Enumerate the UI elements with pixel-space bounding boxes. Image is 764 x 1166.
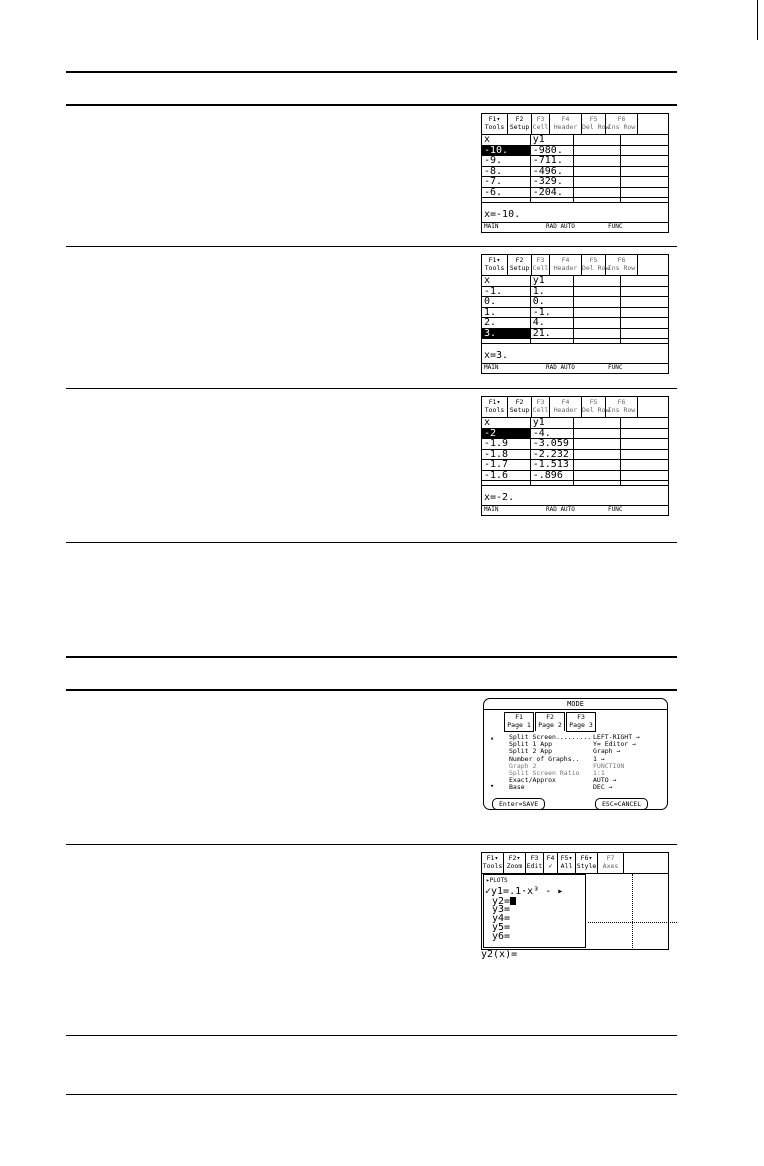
table-row <box>482 177 668 188</box>
right-arrow-icon: ▸ <box>557 886 564 897</box>
data-table <box>482 417 668 486</box>
setting-label: Split 1 App <box>509 740 553 749</box>
toolbar-tab-1[interactable]: F1▾ Tools <box>482 255 508 275</box>
x-cell[interactable]: 3. <box>482 328 530 339</box>
empty-cell[interactable] <box>621 439 668 450</box>
column-header-y1: y1 <box>530 418 573 429</box>
table-row <box>482 318 668 329</box>
table-row <box>482 286 668 297</box>
y1-cell[interactable]: 4. <box>530 318 573 329</box>
empty-cell[interactable] <box>573 187 620 198</box>
toolbar-tab-5[interactable]: F5 Del Row <box>582 397 606 417</box>
empty-cell[interactable] <box>621 460 668 471</box>
dialog-title: MODE <box>484 699 667 710</box>
table-row <box>482 339 668 344</box>
empty-header <box>573 276 620 287</box>
toolbar-tab-7[interactable]: F7 Axes <box>598 853 624 873</box>
setting-value[interactable]: FUNCTION <box>593 761 625 770</box>
table-row <box>482 156 668 167</box>
empty-cell[interactable] <box>621 187 668 198</box>
empty-cell <box>621 198 668 203</box>
empty-cell[interactable] <box>621 470 668 481</box>
toolbar-tab-2[interactable]: F2 Setup <box>508 114 532 134</box>
scroll-down-icon[interactable]: ▾ <box>490 782 495 790</box>
toolbar-tab-3[interactable]: F3 Cell <box>532 114 550 134</box>
y1-cell[interactable]: -496. <box>530 166 573 177</box>
setting-value[interactable]: 1 → <box>593 754 605 763</box>
row-rule <box>66 1035 677 1036</box>
plots-label: ▸PLOTS <box>486 877 508 884</box>
column-header-x: x <box>482 276 530 287</box>
table-row <box>482 449 668 460</box>
mode-setting-row[interactable] <box>509 777 640 784</box>
empty-cell <box>621 481 668 486</box>
empty-header <box>621 276 668 287</box>
y3-function[interactable]: y3= <box>492 904 511 915</box>
toolbar-tab-1[interactable]: F1▾ Tools <box>482 397 508 417</box>
entry-line: x=-2. <box>484 492 515 503</box>
toolbar-tab-1[interactable]: F1▾ Tools <box>482 114 508 134</box>
y-editor-frame <box>481 852 669 950</box>
x-cell[interactable]: -1.9 <box>482 439 530 450</box>
table-row <box>482 187 668 198</box>
section-rule <box>66 656 677 658</box>
empty-cell <box>530 198 573 203</box>
empty-cell <box>482 481 530 486</box>
empty-cell <box>573 481 620 486</box>
column-header-x: x <box>482 418 530 429</box>
data-table <box>482 134 668 203</box>
mode-tabs <box>504 712 597 732</box>
cancel-button[interactable]: ESC=CANCEL <box>595 798 648 810</box>
x-cell[interactable]: -10. <box>482 145 530 156</box>
toolbar-spacer <box>638 255 668 275</box>
toolbar-tab-4[interactable]: F4 Header <box>550 255 582 275</box>
y1-cell[interactable]: -4. <box>530 428 573 439</box>
empty-cell[interactable] <box>573 328 620 339</box>
table-row <box>482 481 668 486</box>
x-cell[interactable]: -6. <box>482 187 530 198</box>
row-rule <box>66 844 677 845</box>
table-screen-3 <box>481 396 669 516</box>
empty-cell[interactable] <box>573 460 620 471</box>
empty-cell[interactable] <box>573 318 620 329</box>
y2-function[interactable]: y2= <box>492 897 516 906</box>
setting-label: Split Screen Ratio <box>509 769 580 778</box>
empty-cell[interactable] <box>621 177 668 188</box>
toolbar-tab-4[interactable]: F4 Header <box>550 114 582 134</box>
empty-cell[interactable] <box>573 297 620 308</box>
table-screen-1 <box>481 113 669 233</box>
empty-cell[interactable] <box>573 428 620 439</box>
toolbar-tab-2[interactable]: F2 Setup <box>508 397 532 417</box>
mode-setting-row[interactable] <box>509 784 640 791</box>
column-header-y1: y1 <box>530 276 573 287</box>
mode-tab-page-1[interactable]: F1 Page 1 <box>504 712 534 732</box>
toolbar-tab-6[interactable]: F6▾ Style <box>576 853 598 873</box>
empty-header <box>621 418 668 429</box>
table-header-row <box>482 418 668 429</box>
function-list <box>483 874 586 948</box>
setting-label: Exact/Approx <box>509 776 556 785</box>
table-row <box>482 297 668 308</box>
toolbar-tab-2[interactable]: F2 Setup <box>508 255 532 275</box>
empty-cell[interactable] <box>621 145 668 156</box>
x-cell[interactable]: -7. <box>482 177 530 188</box>
table-row <box>482 198 668 203</box>
section-rule <box>66 104 677 106</box>
section-rule <box>66 71 677 73</box>
table-header-row <box>482 135 668 146</box>
y1-cell[interactable]: -2.232 <box>530 449 573 460</box>
empty-header <box>573 135 620 146</box>
table-row <box>482 460 668 471</box>
empty-cell[interactable] <box>621 307 668 318</box>
empty-cell[interactable] <box>573 307 620 318</box>
table-row <box>482 439 668 450</box>
entry-line: x=-10. <box>484 209 521 220</box>
status-item: FUNC <box>608 223 623 230</box>
toolbar-tab-4[interactable]: F4 Header <box>550 397 582 417</box>
x-cell[interactable]: -1.8 <box>482 449 530 460</box>
save-button[interactable]: Enter=SAVE <box>492 798 545 810</box>
toolbar-tab-6[interactable]: F6 Ins Row <box>606 397 638 417</box>
toolbar-spacer <box>638 114 668 134</box>
empty-header <box>573 418 620 429</box>
y-axis <box>632 874 634 948</box>
empty-cell[interactable] <box>573 156 620 167</box>
status-item: FUNC <box>608 506 623 513</box>
data-table <box>482 275 668 344</box>
empty-cell[interactable] <box>573 177 620 188</box>
row-rule <box>66 1094 677 1095</box>
section-rule <box>66 689 677 691</box>
empty-cell[interactable] <box>573 166 620 177</box>
column-header-y1: y1 <box>530 135 573 146</box>
y-editor-screen <box>481 852 669 962</box>
toolbar-tab-5[interactable]: F5 Del Row <box>582 255 606 275</box>
empty-cell[interactable] <box>621 428 668 439</box>
x-axis <box>588 922 677 924</box>
table-row <box>482 166 668 177</box>
empty-cell[interactable] <box>621 166 668 177</box>
table-row <box>482 307 668 318</box>
x-cell[interactable]: -2 <box>482 428 530 439</box>
toolbar-tab-3[interactable]: F3 Cell <box>532 397 550 417</box>
mode-settings-list <box>509 734 640 792</box>
empty-cell[interactable] <box>573 449 620 460</box>
setting-label: Split Screen......... <box>509 733 592 741</box>
text-cursor <box>510 897 516 905</box>
y1-cell[interactable]: 1. <box>530 286 573 297</box>
x-cell[interactable]: 0. <box>482 297 530 308</box>
row-rule <box>66 388 677 389</box>
empty-cell[interactable] <box>621 318 668 329</box>
empty-cell <box>621 339 668 344</box>
empty-cell[interactable] <box>621 156 668 167</box>
graph-window <box>588 874 677 948</box>
empty-cell[interactable] <box>621 297 668 308</box>
setting-label: Split 2 App <box>509 747 553 756</box>
setting-label: Number of Graphs.. <box>509 754 580 763</box>
mode-tab-page-3[interactable]: F3 Page 3 <box>566 712 596 732</box>
entry-line: x=3. <box>484 350 509 361</box>
toolbar-tab-6[interactable]: F6 Ins Row <box>606 114 638 134</box>
y1-cell[interactable]: 21. <box>530 328 573 339</box>
empty-header <box>621 135 668 146</box>
empty-cell[interactable] <box>621 286 668 297</box>
toolbar-tab-6[interactable]: F6 Ins Row <box>606 255 638 275</box>
row-rule <box>66 542 677 543</box>
setting-value[interactable]: AUTO → <box>593 776 617 785</box>
empty-cell <box>573 198 620 203</box>
empty-cell <box>482 339 530 344</box>
empty-cell[interactable] <box>621 328 668 339</box>
x-cell[interactable]: -1.7 <box>482 460 530 471</box>
margin-rule <box>757 0 758 40</box>
empty-cell <box>530 481 573 486</box>
y1-cell[interactable]: -1. <box>530 307 573 318</box>
empty-cell[interactable] <box>573 439 620 450</box>
empty-cell <box>482 198 530 203</box>
setting-label: Base <box>509 783 525 792</box>
setting-value[interactable]: LEFT-RIGHT → <box>593 733 640 741</box>
table-header-row <box>482 276 668 287</box>
x-cell[interactable]: -1. <box>482 286 530 297</box>
mode-dialog <box>483 698 668 810</box>
column-header-x: x <box>482 135 530 146</box>
empty-cell[interactable] <box>573 145 620 156</box>
toolbar-tab-5[interactable]: F5▾ All <box>558 853 576 873</box>
status-item: RAD AUTO <box>546 364 575 371</box>
empty-cell[interactable] <box>573 286 620 297</box>
toolbar-spacer <box>638 397 668 417</box>
x-cell[interactable]: -8. <box>482 166 530 177</box>
toolbar <box>482 255 668 276</box>
y1-cell[interactable]: 0. <box>530 297 573 308</box>
setting-value[interactable]: 1:1 <box>593 769 605 778</box>
status-bar <box>482 505 668 515</box>
scroll-up-icon[interactable]: ▴ <box>490 734 495 742</box>
y6-function[interactable]: y6= <box>492 931 511 942</box>
x-cell[interactable]: -1.6 <box>482 470 530 481</box>
toolbar-tab-3[interactable]: F3 Cell <box>532 255 550 275</box>
setting-value[interactable]: DEC → <box>593 783 613 792</box>
x-cell[interactable]: 2. <box>482 318 530 329</box>
y5-function[interactable]: y5= <box>492 922 511 933</box>
y1-cell[interactable]: -204. <box>530 187 573 198</box>
table-row <box>482 470 668 481</box>
status-item: MAIN <box>484 364 499 371</box>
y1-cell[interactable]: -980. <box>530 145 573 156</box>
mode-tab-page-2[interactable]: F2 Page 2 <box>535 712 565 731</box>
toolbar <box>482 114 668 135</box>
x-cell[interactable]: 1. <box>482 307 530 318</box>
setting-value[interactable]: Y= Editor → <box>593 740 637 749</box>
empty-cell[interactable] <box>621 449 668 460</box>
setting-value[interactable]: Graph → <box>593 747 621 756</box>
toolbar <box>482 853 668 874</box>
table-screen-2 <box>481 254 669 374</box>
y1-cell[interactable]: -3.059 <box>530 439 573 450</box>
entry-line: y2(x)= <box>481 949 518 960</box>
status-bar <box>482 222 668 232</box>
row-rule <box>66 246 677 247</box>
toolbar-spacer <box>624 853 668 873</box>
status-item: MAIN <box>484 223 499 230</box>
toolbar <box>482 397 668 418</box>
empty-cell <box>573 339 620 344</box>
y1-cell[interactable]: -329. <box>530 177 573 188</box>
status-item: RAD AUTO <box>546 223 575 230</box>
toolbar-tab-5[interactable]: F5 Del Row <box>582 114 606 134</box>
toolbar-tab-1[interactable]: F1▾ Tools <box>482 853 504 873</box>
status-item: RAD AUTO <box>546 506 575 513</box>
setting-label: Graph 2 <box>509 761 537 770</box>
table-row <box>482 328 668 339</box>
table-row <box>482 428 668 439</box>
y1-function[interactable]: ✓y1=.1·x³ - ▸ <box>485 886 564 897</box>
empty-cell <box>530 339 573 344</box>
x-cell[interactable]: -9. <box>482 156 530 167</box>
toolbar-tab-3[interactable]: F3 Edit <box>526 853 544 873</box>
y1-cell[interactable]: -711. <box>530 156 573 167</box>
status-item: MAIN <box>484 506 499 513</box>
empty-cell[interactable] <box>573 470 620 481</box>
status-item: FUNC <box>608 364 623 371</box>
y1-cell[interactable]: -.896 <box>530 470 573 481</box>
status-bar <box>482 363 668 373</box>
y1-cell[interactable]: -1.513 <box>530 460 573 471</box>
toolbar-tab-4[interactable]: F4 ✓ <box>544 853 558 873</box>
table-row <box>482 145 668 156</box>
y4-function[interactable]: y4= <box>492 913 511 924</box>
toolbar-tab-2[interactable]: F2▾ Zoom <box>504 853 526 873</box>
